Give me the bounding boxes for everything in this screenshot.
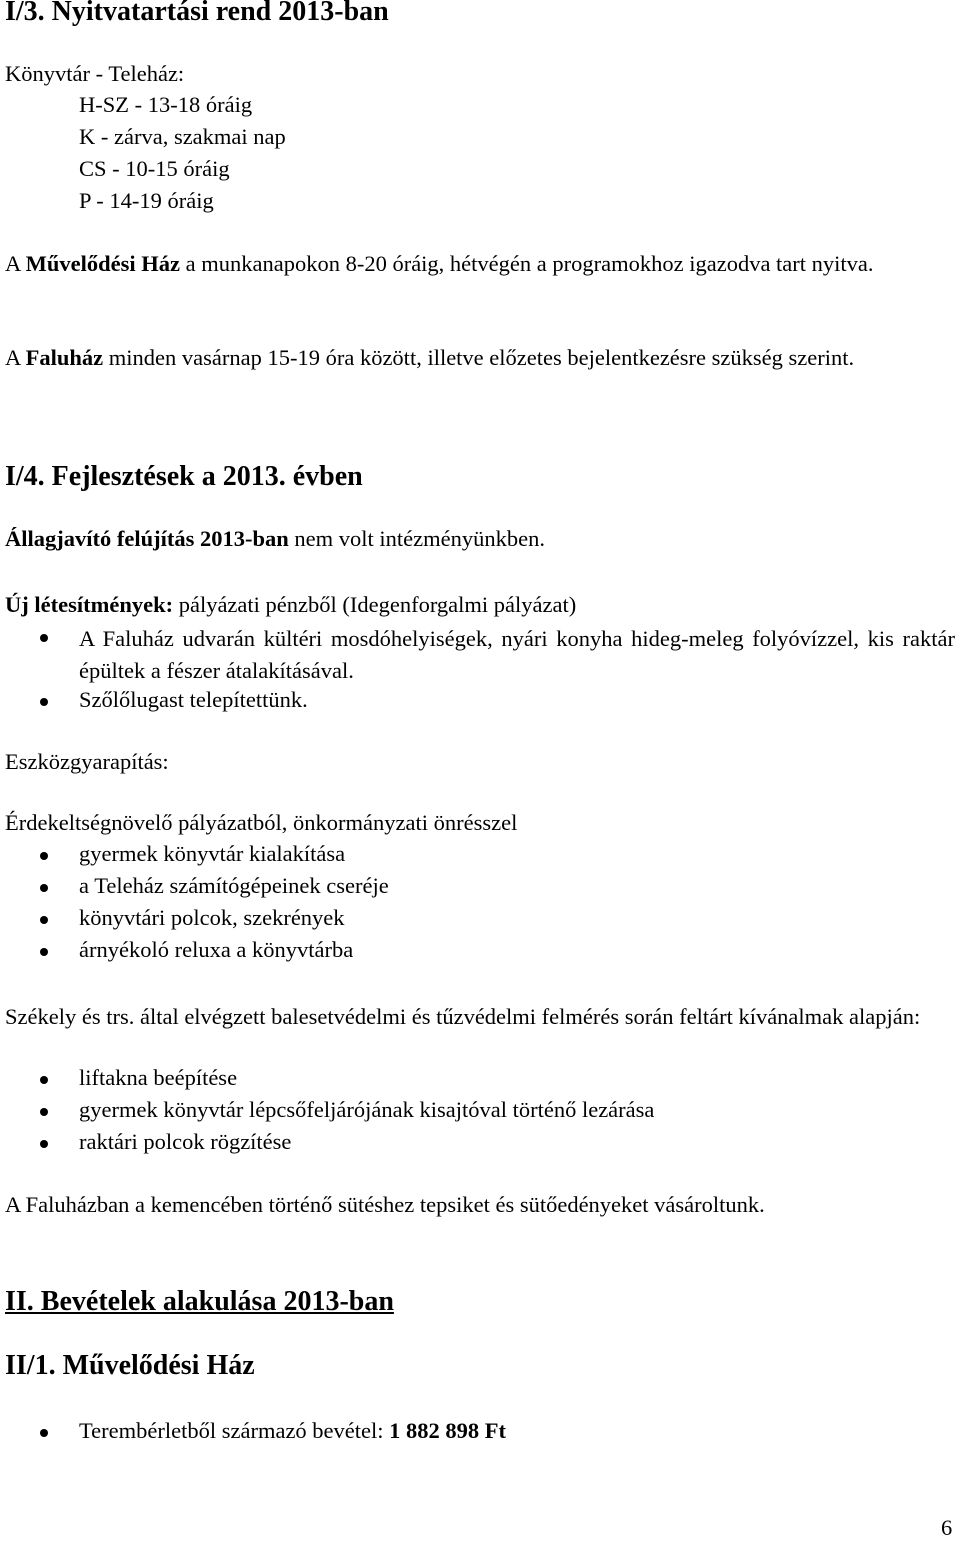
bullet-icon (40, 1108, 48, 1116)
section-title-ii: II. Bevételek alakulása 2013-ban (5, 1286, 394, 1317)
list-item: liftakna beépítése (79, 1065, 238, 1090)
section-title-ii1: II/1. Művelődési Ház (5, 1350, 255, 1381)
list-item: gyermek könyvtár lépcsőfeljárójának kisajtóval történő lezárása (79, 1097, 655, 1122)
list-item: a Teleház számítógépeinek cseréje (79, 873, 389, 898)
bullet-icon (40, 698, 48, 706)
page-number: 6 (941, 1515, 953, 1540)
faluhaz-paragraph: A Faluház minden vasárnap 15-19 óra között, illetve előzetes bejelentkezésre szükség szerint. (5, 345, 855, 370)
list-item: gyermek könyvtár kialakítása (79, 841, 346, 866)
uj-letesitmenyek-paragraph: Új létesítmények: pályázati pénzből (Idegenforgalmi pályázat) (5, 592, 577, 617)
eszkoz-label: Eszközgyarapítás: (5, 749, 169, 774)
list-item: raktári polcok rögzítése (79, 1129, 292, 1154)
list-item: könyvtári polcok, szekrények (79, 905, 345, 930)
list-item: Szőlőlugast telepítettünk. (79, 687, 308, 712)
hours-line: CS - 10-15 óráig (79, 156, 230, 181)
bullet-icon (40, 852, 48, 860)
list-item: A Faluház udvarán kültéri mosdóhelyiségek, nyári konyha hideg-meleg folyóvízzel, kis raktár épültek a fészer átalakításával. (79, 626, 955, 683)
bullet-icon (40, 948, 48, 956)
bullet-icon (40, 1429, 48, 1437)
bullet-icon (40, 884, 48, 892)
bullet-icon (40, 634, 48, 642)
section-title-i4: I/4. Fejlesztések a 2013. évben (5, 461, 363, 492)
library-label: Könyvtár - Teleház: (5, 61, 185, 86)
bullet-icon (40, 1076, 48, 1084)
bullet-icon (40, 1140, 48, 1148)
bullet-icon (40, 916, 48, 924)
kemence-paragraph: A Faluházban a kemencében történő sütéshez tepsiket és sütőedényeket vásároltunk. (5, 1192, 765, 1217)
hours-line: K - zárva, szakmai nap (79, 124, 286, 149)
hours-line: H-SZ - 13-18 óráig (79, 92, 253, 117)
szekely-paragraph: Székely és trs. által elvégzett balesetvédelmi és tűzvédelmi felmérés során feltárt kívánalmak alapján: (5, 1004, 921, 1029)
muvhaz-paragraph: A Művelődési Ház a munkanapokon 8-20 óráig, hétvégén a programokhoz igazodva tart nyitva. (5, 251, 874, 276)
section-title-i3: I/3. Nyitvatartási rend 2013-ban (5, 0, 389, 27)
erdek-intro: Érdekeltségnövelő pályázatból, önkormányzati önrésszel (5, 810, 518, 835)
revenue-item: Terembérletből származó bevétel: 1 882 898 Ft (79, 1418, 507, 1443)
allag-paragraph: Állagjavító felújítás 2013-ban nem volt intézményünkben. (5, 526, 545, 551)
list-item: árnyékoló reluxa a könyvtárba (79, 937, 354, 962)
hours-line: P - 14-19 óráig (79, 188, 214, 213)
